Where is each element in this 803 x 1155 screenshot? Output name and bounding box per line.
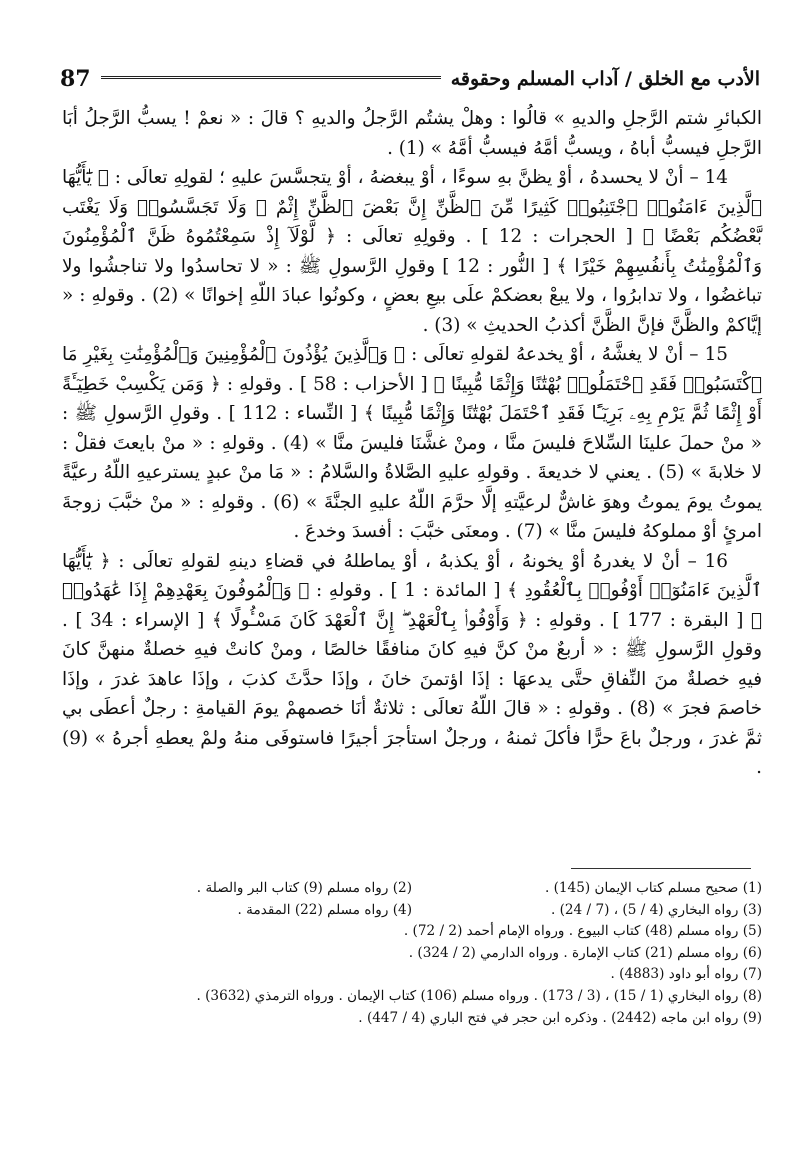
main-text [62, 104, 762, 783]
footnote-9: (9) رواه ابن ماجه (2442) . وذكره ابن حجر في فتح الباري (4 / 447) . [358, 1009, 762, 1026]
footnote-4: (4) رواه مسلم (22) المقدمة . [237, 901, 412, 918]
header-rule [101, 76, 441, 83]
footnote-5: (5) رواه مسلم (48) كتاب البيوع . ورواه الإمام أحمد (2 / 72) . [403, 923, 762, 940]
page-header [60, 64, 760, 94]
footnote-2: (2) رواه مسلم (9) كتاب البر والصلة . [196, 880, 412, 896]
footnote-1: (1) صحيح مسلم كتاب الإيمان (145) . [544, 880, 762, 896]
paragraph-16: 16 – أنْ لا يغدرهُ أوْ يخونهُ ، أوْ يكذبهُ ، أوْ يماطلهُ في قضاءِ دينهِ لقولهِ تعالَى : ﴿ يَٰٓأَيُّهَا ٱلَّذِينَ ءَامَنُوٓا۟ أَوْفُوا۟ بِٱلْعُقُودِ ﴾ [ المائدة : 1 ] . وقولهِ : ﴿ وَٱلْمُوفُونَ بِعَهْدِهِمْ إِذَا عَٰهَدُوا۟ ﴾ [ البقرة : 177 ] . وقولهِ : ﴿ وَأَوْفُوا۟ بِٱلْعَهْدِ ۖ إِنَّ ٱلْعَهْدَ كَانَ مَسْـُٔولًا ﴾ [ الإسراء : 34 ] . وقولِ الرَّسولِ ﷺ : « أربعٌ منْ كنَّ فيهِ كانَ منافقًا خالصًا ، ومنْ كانتْ فيهِ خصلةٌ منهنَّ كانَ فيهِ خصلةٌ منَ النِّفاقِ حتَّى يدعهَا : إذَا اؤتمنَ خانَ ، وإذَا حدَّثَ كذبَ ، وإذَا عاهدَ غدرَ ، وإذَا خاصمَ فجرَ » (8) . وقولهِ : « قالَ اللّهُ تعالَى : ثلاثةٌ أنَا خصمهمْ يومَ القيامةِ : رجلٌ أعطَى بي ثمَّ غدرَ ، ورجلٌ باعَ حرًّا فأكلَ ثمنهُ ، ورجلٌ استأجرَ أجيرًا فاستوفَى منهُ ولمْ يعطهِ أجرهُ » (9) . [62, 550, 762, 778]
footnote-3: (3) رواه البخاري (4 / 5) ، (7 / 24) . [550, 901, 762, 918]
footnote-7: (7) رواه أبو داود (4883) . [610, 966, 762, 983]
running-title: الأدب مع الخلق / آداب المسلم وحقوقه [450, 68, 760, 90]
footnote-row [62, 900, 762, 922]
footnotes [62, 878, 762, 1029]
footnote-6: (6) رواه مسلم (21) كتاب الإمارة . ورواه الدارمي (2 / 324) . [408, 944, 762, 961]
page-number: 87 [60, 66, 91, 92]
footnote-8: (8) رواه البخاري (1 / 15) ، (3 / 173) . ورواه مسلم (106) كتاب الإيمان . ورواه الترمذي (3632) . [196, 987, 762, 1004]
paragraph-continuation: الكبائرِ شتم الرَّجلِ والديهِ » قالُوا : وهلْ يشتُم الرَّجلُ والديهِ ؟ قالَ : « نعمْ ! يسبُّ الرَّجلُ أبَا الرَّجلِ فيسبُّ أباهُ ، ويسبُّ أمَّهُ فيسبُّ أمَّهُ » (1) . [62, 108, 762, 159]
paragraph-15: 15 – أنْ لا يغشَّهُ ، أوْ يخدعهُ لقولهِ تعالَى : ﴿ وَٱلَّذِينَ يُؤْذُونَ ٱلْمُؤْمِنِينَ وَٱلْمُؤْمِنَٰتِ بِغَيْرِ مَا ٱكْتَسَبُوا۟ فَقَدِ ٱحْتَمَلُوا۟ بُهْتَٰنًا وَإِثْمًا مُّبِينًا ﴾ [ الأحزاب : 58 ] . وقولهِ : ﴿ وَمَن يَكْسِبْ خَطِيٓـَٔةً أَوْ إِثْمًا ثُمَّ يَرْمِ بِهِۦ بَرِيٓـًٔا فَقَدِ ٱحْتَمَلَ بُهْتَٰنًا وَإِثْمًا مُّبِينًا ﴾ [ النِّساء : 112 ] . وقولِ الرَّسولِ ﷺ : « منْ حملَ علينَا السِّلاحَ فليسَ منَّا ، ومنْ غشَّنَا فليسَ منَّا » (4) . وقولهِ : « منْ بايعتَ فقلْ : لا خلابةَ » (5) . يعني لا خديعةَ . وقولهِ عليهِ الصَّلاةُ والسَّلامُ : « مَا منْ عبدٍ يسترعيهِ اللّهُ رعيَّةً يموتُ يومَ يموتُ وهوَ غاشٌّ لرعيَّتهِ إلَّا حرَّمَ اللّهُ عليهِ الجنَّةَ » (6) . وقولهِ : « منْ خبَّبَ زوجةَ امرئٍ أوْ مملوكهُ فليسَ منَّا » (7) . ومعنَى خبَّبَ : أفسدَ وخدعَ . [62, 344, 763, 542]
paragraph-14: 14 – أنْ لا يحسدهُ ، أوْ يظنَّ بهِ سوءًا ، أوْ يبغضهُ ، أوْ يتجسَّسَ عليهِ ؛ لقولِهِ تعالَى : ﴿ يَٰٓأَيُّهَا ٱلَّذِينَ ءَامَنُوا۟ ٱجْتَنِبُوا۟ كَثِيرًا مِّنَ ٱلظَّنِّ إِنَّ بَعْضَ ٱلظَّنِّ إِثْمٌ ۖ وَلَا تَجَسَّسُوا۟ وَلَا يَغْتَب بَّعْضُكُم بَعْضًا ﴾ [ الحجرات : 12 ] . وقولِهِ تعالَى : ﴿ لَّوْلَآ إِذْ سَمِعْتُمُوهُ ظَنَّ ٱلْمُؤْمِنُونَ وَٱلْمُؤْمِنَٰتُ بِأَنفُسِهِمْ خَيْرًا ﴾ [ النُّور : 12 ] وقولِ الرَّسولِ ﷺ : « لا تحاسدُوا ولا تناجشُوا ولا تباغضُوا ، ولا تدابرُوا ، ولا يبعْ بعضكمْ علَى بيعِ بعضٍ ، وكونُوا عبادَ اللّهِ إخوانًا » (2) . وقولهِ : « إيَّاكمْ والظَّنَّ فإنَّ الظَّنَّ أكذبُ الحديثِ » (3) . [62, 167, 762, 336]
footnote-row [62, 878, 762, 900]
footnote-separator [571, 868, 751, 869]
